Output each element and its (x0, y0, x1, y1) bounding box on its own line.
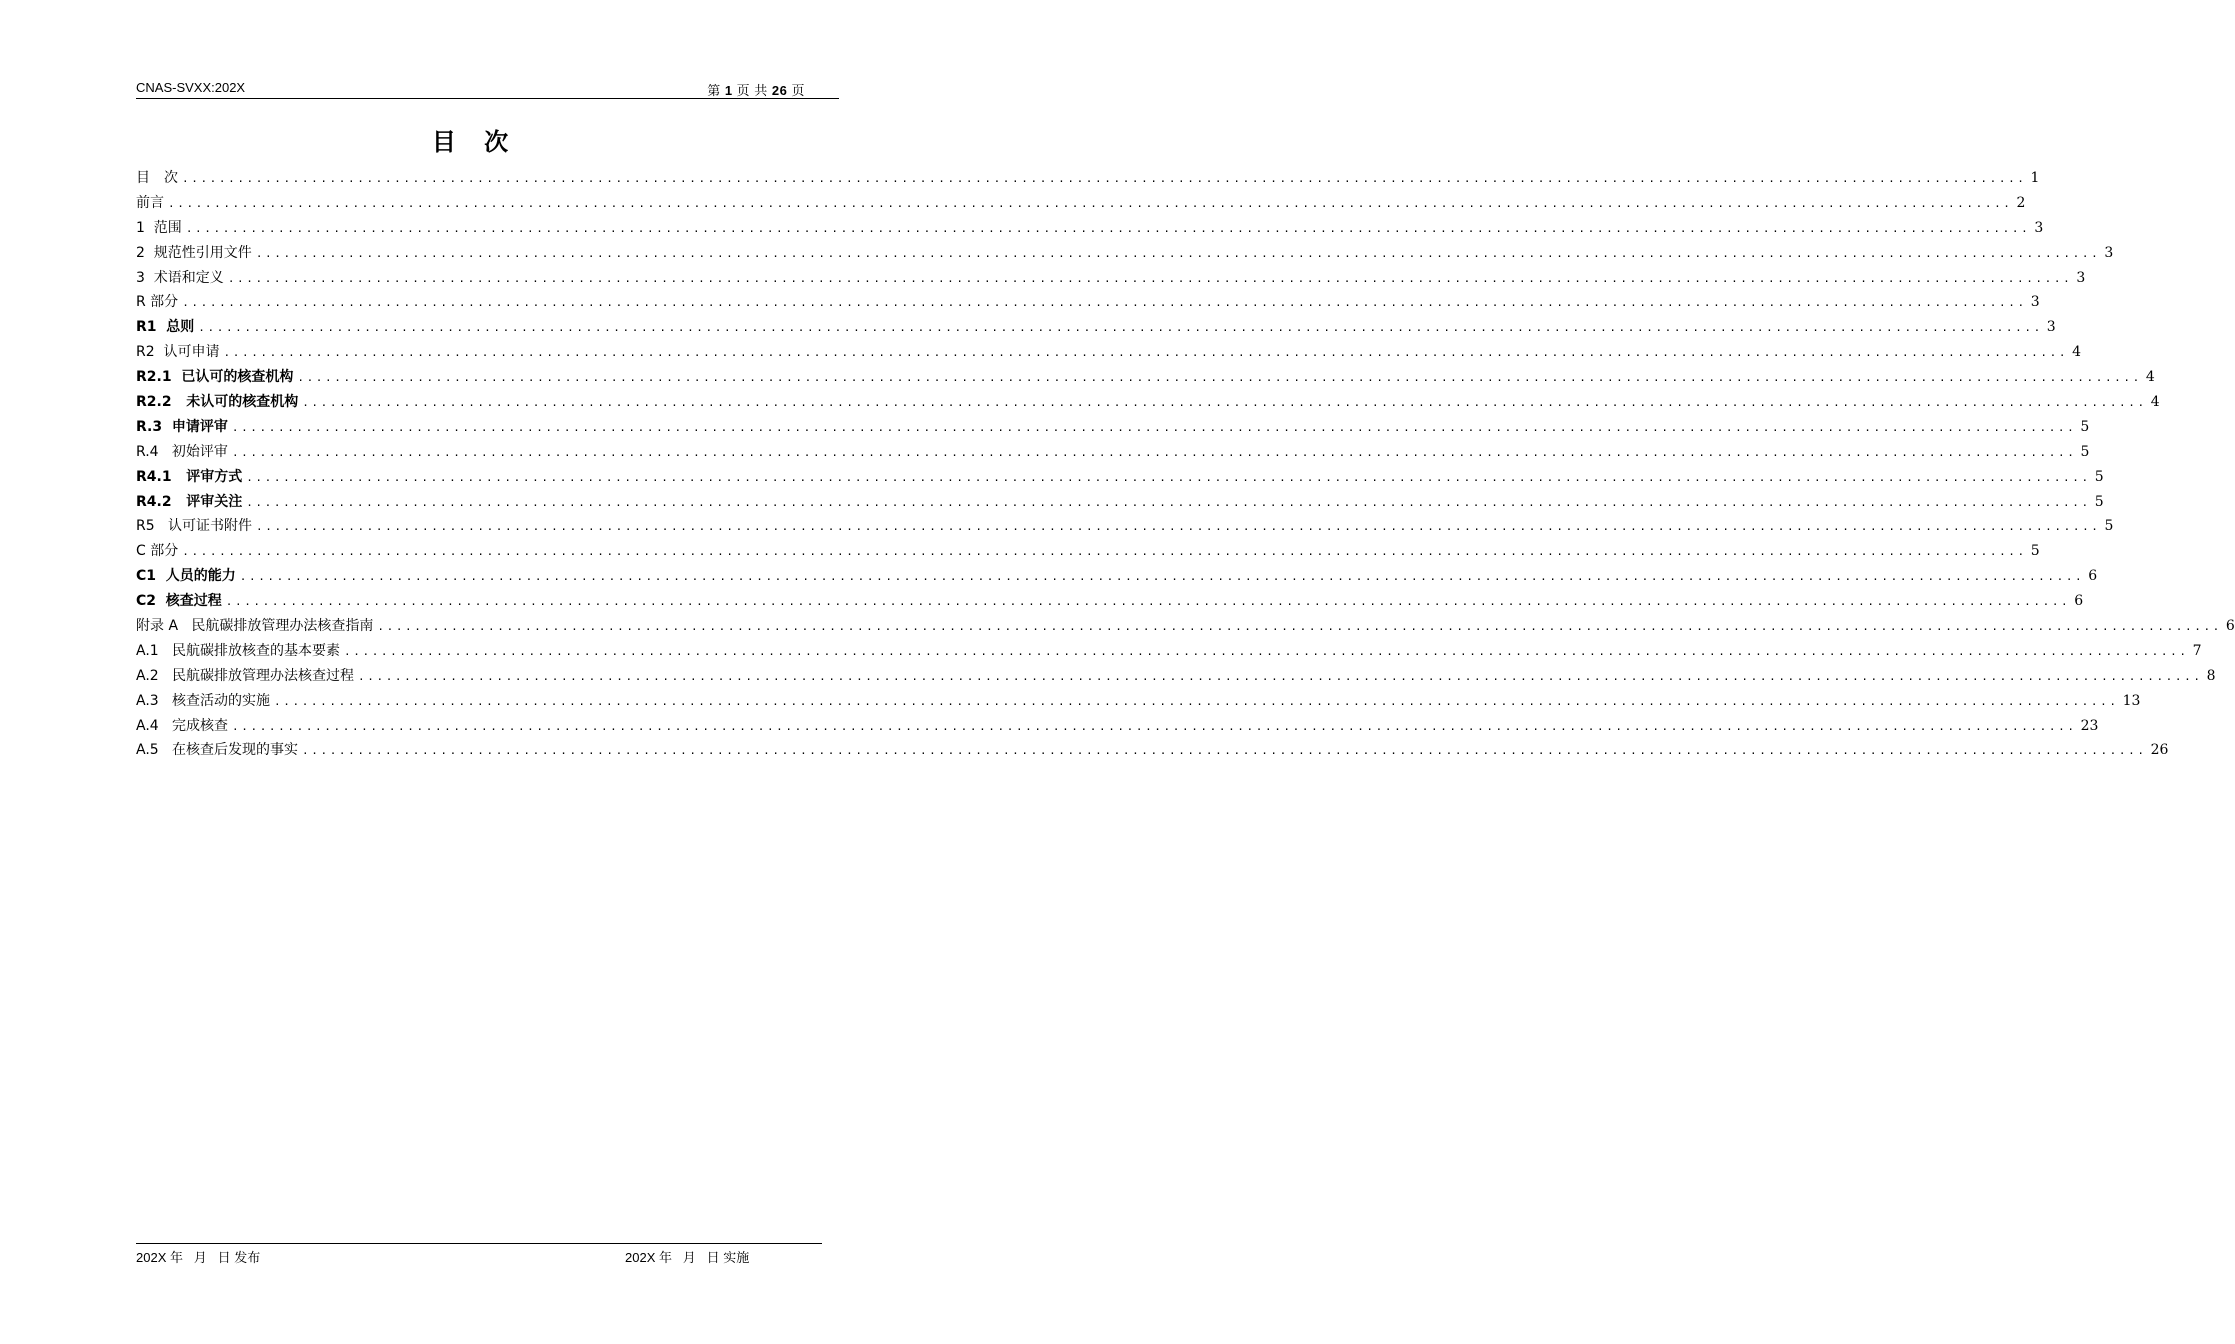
document-code: CNAS-SVXX:202X (136, 80, 246, 95)
table-of-contents (136, 166, 2235, 763)
toc-leader-dots: ........................................................................................................................................................................................................ (358, 669, 2203, 683)
toc-entry[interactable] (136, 290, 2040, 315)
toc-entry-page: 5 (2030, 543, 2040, 560)
toc-leader-dots: ........................................................................................................................................................................................................ (198, 321, 2043, 335)
toc-entry-page: 7 (2192, 642, 2202, 659)
toc-entry[interactable] (136, 266, 2086, 291)
toc-leader-dots: ........................................................................................................................................................................................................ (344, 644, 2189, 658)
page-total: 26 (771, 83, 788, 98)
toc-entry-page: 2 (2016, 194, 2026, 211)
toc-entry-page: 5 (2104, 518, 2114, 535)
toc-entry-label: R4.1 评审方式 (136, 468, 243, 485)
toc-entry-page: 3 (2104, 244, 2114, 261)
page-header (136, 78, 839, 99)
toc-entry-label: R.4 初始评审 (136, 443, 228, 460)
toc-entry-label: R2 认可申请 (136, 344, 220, 361)
toc-entry[interactable] (136, 589, 2084, 614)
toc-entry-label: C 部分 (136, 543, 179, 560)
toc-leader-dots: ........................................................................................................................................................................................................ (302, 396, 2147, 410)
toc-entry-label: 1 范围 (136, 219, 182, 236)
toc-entry-page: 1 (2030, 170, 2040, 186)
toc-leader-dots: ........................................................................................................................................................................................................ (246, 470, 2091, 484)
toc-entry-page: 26 (2150, 742, 2169, 759)
toc-leader-dots: ........................................................................................................................................................................................................ (182, 172, 2027, 185)
toc-leader-dots: ........................................................................................................................................................................................................ (239, 570, 2085, 584)
toc-entry[interactable] (136, 564, 2098, 589)
toc-leader-dots: ........................................................................................................................................................................................................ (231, 445, 2077, 459)
toc-leader-dots: ........................................................................................................................................................................................................ (231, 420, 2077, 434)
toc-entry[interactable] (136, 514, 2114, 539)
toc-entry[interactable] (136, 415, 2090, 440)
toc-entry-label: R 部分 (136, 294, 179, 311)
toc-entry-label: A.1 民航碳排放核查的基本要素 (136, 642, 341, 659)
toc-leader-dots: ........................................................................................................................................................................................................ (255, 246, 2101, 260)
toc-entry-label: C2 核查过程 (136, 593, 222, 610)
toc-entry-page: 4 (2145, 369, 2155, 386)
toc-entry[interactable] (136, 440, 2090, 465)
toc-entry[interactable] (136, 390, 2160, 415)
toc-leader-dots: ........................................................................................................................................................................................................ (297, 371, 2142, 385)
page-suffix: 页 (787, 83, 805, 98)
toc-entry[interactable] (136, 315, 2056, 340)
toc-entry-label: R2.1 已认可的核查机构 (136, 369, 294, 386)
toc-entry-page: 3 (2076, 269, 2086, 286)
page-indicator (707, 80, 805, 99)
toc-leader-dots: ........................................................................................................................................................................................................ (377, 620, 2222, 634)
toc-entry-page: 3 (2034, 219, 2044, 236)
toc-entry[interactable] (136, 216, 2044, 241)
footer-divider (136, 1243, 822, 1244)
toc-leader-dots: ........................................................................................................................................................................................................ (225, 595, 2071, 609)
toc-entry-page: 5 (2094, 493, 2104, 510)
toc-entry-page: 5 (2080, 443, 2090, 460)
toc-entry[interactable] (136, 639, 2202, 664)
toc-entry-label: 2 规范性引用文件 (136, 244, 252, 261)
toc-entry-label: A.2 民航碳排放管理办法核查过程 (136, 667, 355, 684)
toc-entry-page: 6 (2225, 618, 2235, 635)
toc-entry-label: R4.2 评审关注 (136, 493, 243, 510)
toc-leader-dots: ........................................................................................................................................................................................................ (223, 346, 2069, 360)
toc-entry-page: 4 (2150, 394, 2160, 411)
toc-entry[interactable] (136, 664, 2216, 689)
implement-date: 202X 年 月 日 实施 (625, 1250, 750, 1265)
toc-entry[interactable] (136, 465, 2104, 490)
toc-entry-label: 前言 (136, 194, 164, 211)
toc-entry-page: 13 (2122, 692, 2141, 709)
toc-leader-dots: ........................................................................................................................................................................................................ (302, 744, 2147, 758)
toc-entry-page: 8 (2206, 667, 2216, 684)
toc-entry-page: 23 (2080, 717, 2099, 734)
toc-entry-label: 目 次 (136, 170, 178, 186)
toc-entry[interactable] (136, 539, 2040, 564)
toc-entry-page: 6 (2074, 593, 2084, 610)
toc-entry-label: A.5 在核查后发现的事实 (136, 742, 299, 759)
page-prefix: 第 (707, 83, 725, 98)
toc-entry-page: 4 (2072, 344, 2081, 361)
toc-entry-label: A.3 核查活动的实施 (136, 692, 271, 709)
toc-entry[interactable] (136, 490, 2104, 515)
toc-leader-dots: ........................................................................................................................................................................................................ (274, 694, 2119, 708)
toc-entry-label: R2.2 未认可的核查机构 (136, 394, 299, 411)
toc-leader-dots: ........................................................................................................................................................................................................ (168, 196, 2013, 210)
toc-entry[interactable] (136, 191, 2026, 216)
toc-leader-dots: ........................................................................................................................................................................................................ (185, 221, 2031, 235)
toc-leader-dots: ........................................................................................................................................................................................................ (246, 495, 2091, 509)
toc-entry-label: C1 人员的能力 (136, 568, 236, 585)
page-title: 目 次 (431, 128, 519, 156)
toc-leader-dots: ........................................................................................................................................................................................................ (182, 545, 2027, 559)
toc-entry[interactable] (136, 365, 2155, 390)
toc-entry[interactable] (136, 689, 2141, 714)
toc-entry-page: 6 (2088, 568, 2098, 585)
toc-leader-dots: ........................................................................................................................................................................................................ (182, 296, 2027, 310)
toc-leader-dots: ........................................................................................................................................................................................................ (227, 271, 2073, 285)
toc-entry-page: 3 (2046, 319, 2056, 336)
page-mid: 页 共 (732, 83, 772, 98)
toc-entry-label: A.4 完成核查 (136, 717, 229, 734)
toc-leader-dots: ........................................................................................................................................................................................................ (232, 719, 2077, 733)
toc-entry[interactable] (136, 166, 2040, 191)
toc-entry-page: 3 (2030, 294, 2040, 311)
toc-entry[interactable] (136, 340, 2081, 365)
toc-entry[interactable] (136, 241, 2114, 266)
toc-entry[interactable] (136, 614, 2235, 639)
toc-entry-label: R1 总则 (136, 319, 195, 336)
toc-entry[interactable] (136, 714, 2099, 739)
page-number: 1 (724, 83, 733, 98)
toc-entry[interactable] (136, 738, 2169, 763)
toc-entry-label: R.3 申请评审 (136, 418, 228, 435)
publish-date: 202X 年 月 日 发布 (136, 1250, 261, 1265)
toc-leader-dots: ........................................................................................................................................................................................................ (256, 520, 2101, 534)
toc-entry-label: R5 认可证书附件 (136, 518, 252, 535)
toc-entry-label: 3 术语和定义 (136, 269, 224, 286)
toc-entry-page: 5 (2080, 418, 2090, 435)
toc-entry-page: 5 (2094, 468, 2104, 485)
toc-entry-label: 附录 A 民航碳排放管理办法核查指南 (136, 618, 374, 635)
